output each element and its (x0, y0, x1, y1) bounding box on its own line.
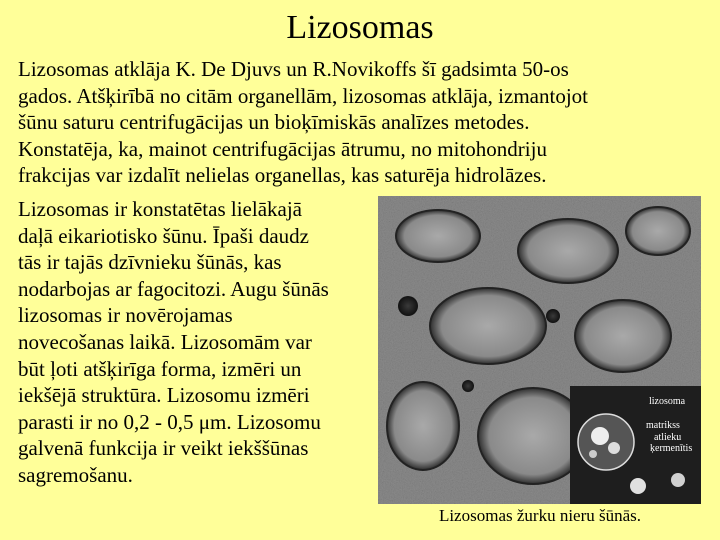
inset-particle (591, 427, 609, 445)
body-line: būt ļoti atšķirīga forma, izmēri un (18, 356, 302, 381)
lysosome-dot (398, 296, 418, 316)
mitochondrion-shape (396, 210, 480, 262)
intro-line: šūnu saturu centrifugācijas un bioķīmiskās analīzes metodes. (18, 110, 530, 135)
inset-label-particle-1: atlieku (654, 432, 682, 443)
mitochondrion-shape (518, 219, 618, 283)
inset-label-lysosome: lizosoma (649, 396, 686, 407)
body-line: nodarbojas ar fagocitozi. Augu šūnās (18, 276, 329, 301)
body-line: Lizosomas ir konstatētas lielākajā (18, 197, 302, 221)
lysosome-dot (462, 380, 474, 392)
inset-particle (671, 473, 685, 487)
mitochondrion-shape (387, 382, 459, 470)
mitochondrion-shape (626, 207, 690, 255)
inset-label-matrix: matrikss (646, 420, 680, 431)
body-line: lizosomas ir novērojamas (18, 303, 233, 328)
intro-line: Lizosomas atklāja K. De Djuvs un R.Novikoffs šī gadsimta 50-os (18, 57, 569, 81)
body-line: parasti ir no 0,2 - 0,5 μm. Lizosomu (18, 409, 321, 434)
mitochondrion-shape (575, 300, 671, 372)
mitochondrion-shape (430, 288, 546, 364)
inset-particle (608, 442, 620, 454)
inset-label-particle-2: ķermenītis (650, 443, 693, 454)
body-line: sagremošanu. (18, 462, 133, 487)
intro-paragraph (18, 56, 588, 189)
body-line: novecošanas laikā. Lizosomām var (18, 329, 312, 354)
body-line: galvenā funkcija ir veikt iekššūnas (18, 436, 309, 461)
intro-line: gados. Atšķirībā no citām organellām, lizosomas atklāja, izmantojot (18, 83, 588, 108)
figure-caption: Lizosomas žurku nieru šūnās. (438, 506, 642, 525)
slide-title: Lizosomas (286, 9, 434, 46)
body-line: daļā eikariotisko šūnu. Īpaši daudz (18, 223, 310, 248)
body-line: tās ir tajās dzīvnieku šūnās, kas (18, 250, 282, 275)
lysosome-micrograph (378, 196, 701, 504)
inset-particle (630, 478, 646, 494)
intro-line: Konstatēja, ka, mainot centrifugācijas ātrumu, no mitohondriju (18, 136, 547, 161)
body-paragraph (18, 196, 329, 489)
micrograph-image (378, 196, 701, 504)
lysosome-dot (546, 309, 560, 323)
intro-line: frakcijas var izdalīt nelielas organellas, kas saturēja hidrolāzes. (18, 163, 547, 188)
body-line: iekšējā struktūra. Lizosomu izmēri (18, 383, 310, 408)
inset-particle (589, 450, 597, 458)
